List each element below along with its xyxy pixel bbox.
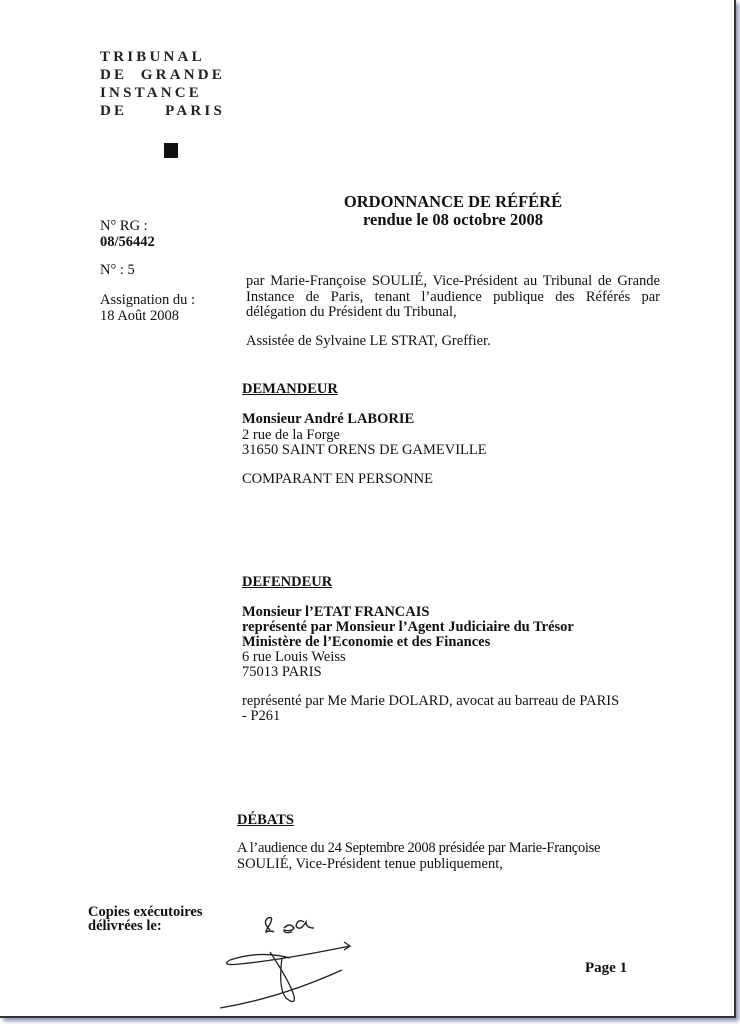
court-line: INSTANCE — [100, 85, 203, 101]
black-square-mark — [164, 143, 178, 158]
defendeur-address2: 75013 PARIS — [242, 664, 322, 680]
assistee-line: Assistée de Sylvaine LE STRAT, Greffier. — [246, 333, 491, 349]
rg-value: 08/56442 — [100, 234, 155, 250]
document-title: ORDONNANCE DE RÉFÉRÉ — [343, 192, 563, 211]
court-line: DE GRANDE — [100, 67, 225, 83]
defendeur-name: Monsieur l’ETAT FRANCAIS — [242, 604, 430, 620]
copies-label: Copies exécutoires — [88, 904, 203, 920]
copies-label-2: délivrées le: — [88, 918, 162, 934]
defendeur-heading: DEFENDEUR — [242, 574, 333, 590]
court-name — [100, 48, 225, 120]
assignation-label: Assignation du : — [100, 292, 196, 308]
debats-line1: A l’audience du 24 Septembre 2008 présidée par Marie-Françoise — [237, 840, 601, 856]
defendeur-avocat2: - P261 — [242, 708, 281, 724]
handwritten-signature — [200, 900, 360, 1012]
debats-line2: SOULIÉ, Vice-Président tenue publiquement, — [237, 856, 503, 872]
assignation-date: 18 Août 2008 — [100, 308, 179, 324]
document-date: rendue le 08 octobre 2008 — [363, 210, 543, 229]
court-line: TRIBUNAL — [100, 49, 205, 65]
defendeur-rep2: Ministère de l’Economie et des Finances — [242, 634, 491, 650]
defendeur-avocat1: représenté par Me Marie DOLARD, avocat au barreau de PARIS — [242, 693, 620, 709]
demandeur-status: COMPARANT EN PERSONNE — [242, 471, 433, 487]
debats-heading: DÉBATS — [237, 812, 294, 828]
demandeur-address2: 31650 SAINT ORENS DE GAMEVILLE — [242, 442, 487, 458]
defendeur-rep1: représenté par Monsieur l’Agent Judiciaire du Trésor — [242, 619, 574, 635]
demandeur-name: Monsieur André LABORIE — [242, 411, 415, 427]
page-number: Page 1 — [585, 960, 628, 976]
demandeur-address1: 2 rue de la Forge — [242, 427, 340, 443]
defendeur-address1: 6 rue Louis Weiss — [242, 649, 346, 665]
rg-label: N° RG : — [100, 218, 148, 234]
demandeur-heading: DEMANDEUR — [242, 381, 338, 397]
court-line: DE PARIS — [100, 103, 225, 119]
case-number: N° : 5 — [100, 262, 135, 278]
intro-paragraph: par Marie-Françoise SOULIÉ, Vice-Président au Tribunal de Grande Instance de Paris, tenant l’audience publique des Référés par délégation du Président du Tribunal, — [246, 273, 660, 320]
